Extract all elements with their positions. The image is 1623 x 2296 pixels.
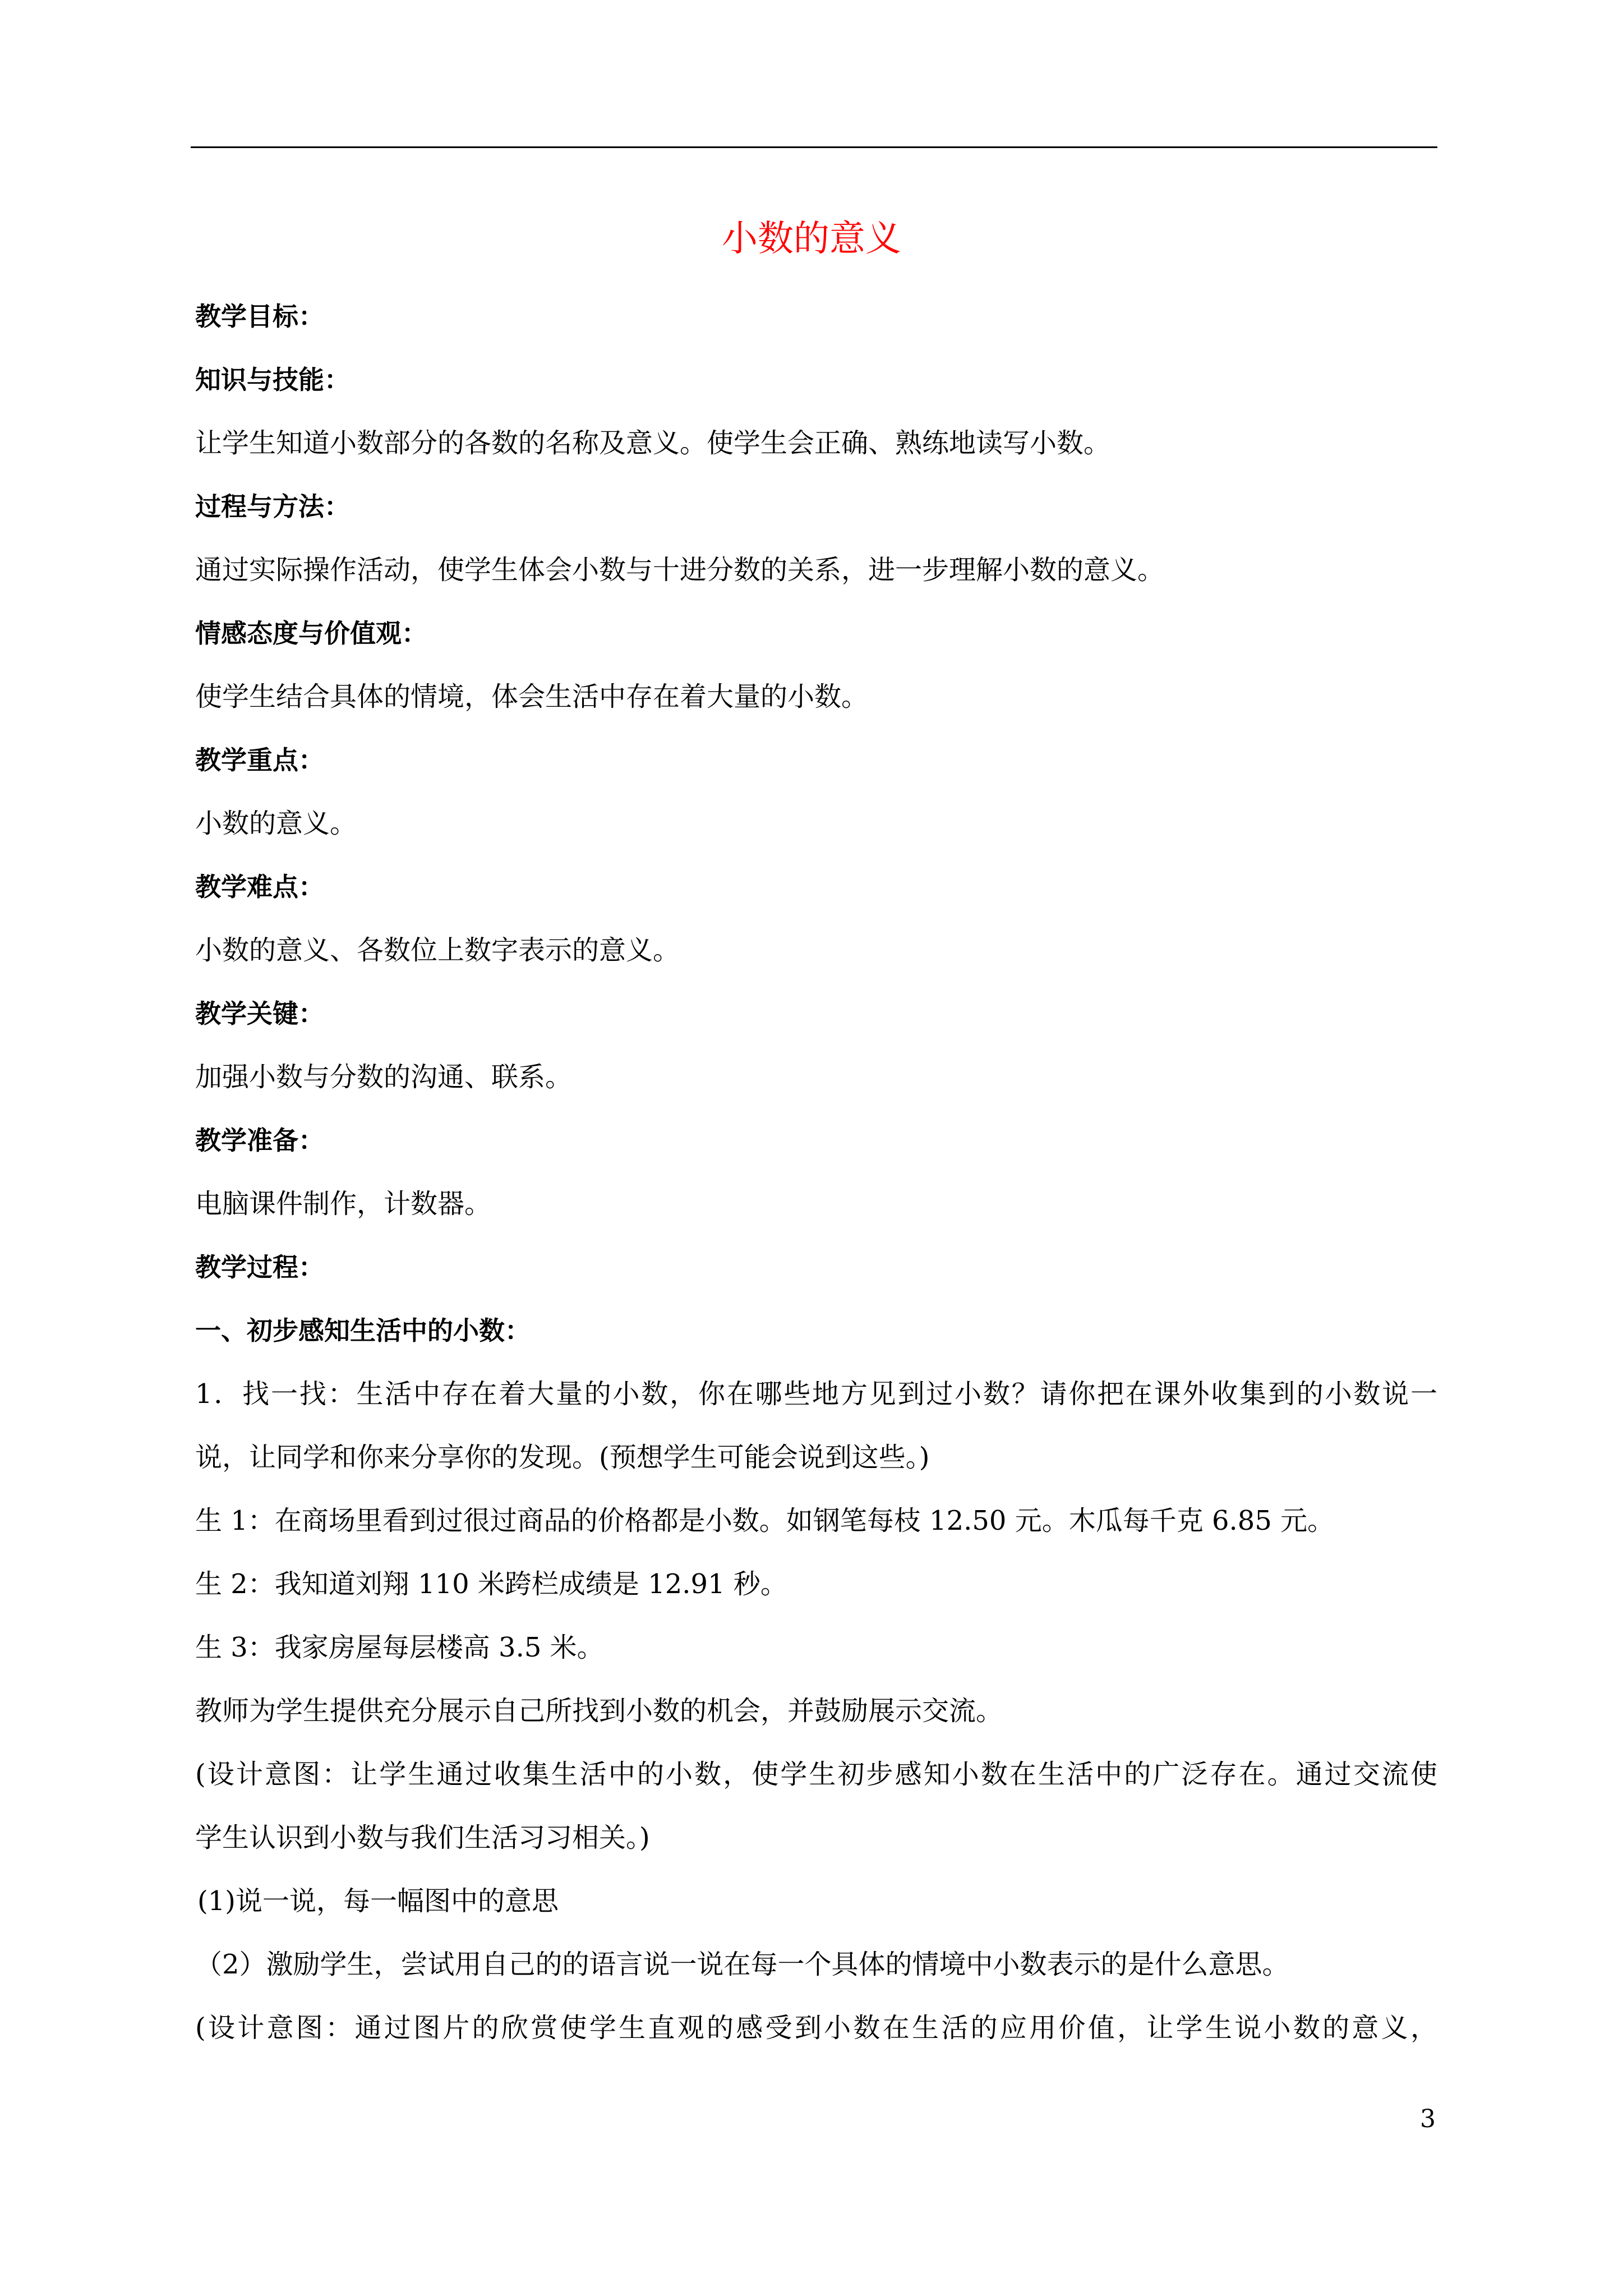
paragraph: 让学生知道小数部分的各数的名称及意义。使学生会正确、熟练地读写小数。	[195, 427, 1111, 459]
paragraph: 知识与技能：	[195, 365, 350, 395]
paragraph: 生 1：在商场里看到过很过商品的价格都是小数。如钢笔每枝 12.50 元。木瓜每千克 6.85 元。	[195, 1505, 1335, 1536]
paragraph: 说，让同学和你来分享你的发现。(预想学生可能会说到这些。)	[195, 1442, 930, 1473]
paragraph: 生 2：我知道刘翔 110 米跨栏成绩是 12.91 秒。	[195, 1568, 787, 1600]
paragraph: (设计意图：让学生通过收集生活中的小数，使学生初步感知小数在生活中的广泛存在。通过交流使	[195, 1759, 1437, 1790]
header-rule	[191, 146, 1437, 148]
paragraph: 小数的意义、各数位上数字表示的意义。	[195, 935, 680, 966]
paragraph: (设计意图：通过图片的欣赏使学生直观的感受到小数在生活的应用价值，让学生说小数的意义，	[195, 2012, 1437, 2044]
paragraph: 教学关键：	[195, 999, 324, 1029]
paragraph: 学生认识到小数与我们生活习习相关。)	[195, 1822, 650, 1853]
section-heading: 一、初步感知生活中的小数：	[195, 1315, 531, 1346]
paragraph: 使学生结合具体的情境，体会生活中存在着大量的小数。	[195, 681, 869, 712]
paragraph: 1．找一找：生活中存在着大量的小数，你在哪些地方见到过小数？请你把在课外收集到的小数说一	[195, 1378, 1437, 1410]
page-number: 3	[1420, 2105, 1436, 2133]
paragraph: 教学重点：	[195, 745, 324, 775]
paragraph: 教师为学生提供充分展示自己所找到小数的机会，并鼓励展示交流。	[195, 1695, 1003, 1727]
paragraph: （2）激励学生，尝试用自己的的语言说一说在每一个具体的情境中小数表示的是什么意思。	[195, 1949, 1289, 1980]
paragraph: 电脑课件制作，计数器。	[195, 1188, 492, 1220]
paragraph: 小数的意义。	[195, 808, 357, 839]
paragraph: 教学准备：	[195, 1125, 324, 1156]
paragraph: 通过实际操作活动，使学生体会小数与十进分数的关系，进一步理解小数的意义。	[195, 554, 1165, 586]
paragraph: 教学目标：	[195, 301, 324, 332]
paragraph: 过程与方法：	[195, 491, 350, 522]
paragraph: 教学难点：	[195, 872, 324, 902]
paragraph: 加强小数与分数的沟通、联系。	[195, 1061, 573, 1093]
paragraph: 生 3：我家房屋每层楼高 3.5 米。	[195, 1632, 604, 1663]
document-body	[195, 285, 1440, 2060]
paragraph: 教学过程：	[195, 1252, 324, 1282]
paragraph: (1)说一说，每一幅图中的意思	[197, 1885, 559, 1917]
paragraph: 情感态度与价值观：	[195, 618, 427, 648]
document-title: 小数的意义	[722, 218, 901, 260]
